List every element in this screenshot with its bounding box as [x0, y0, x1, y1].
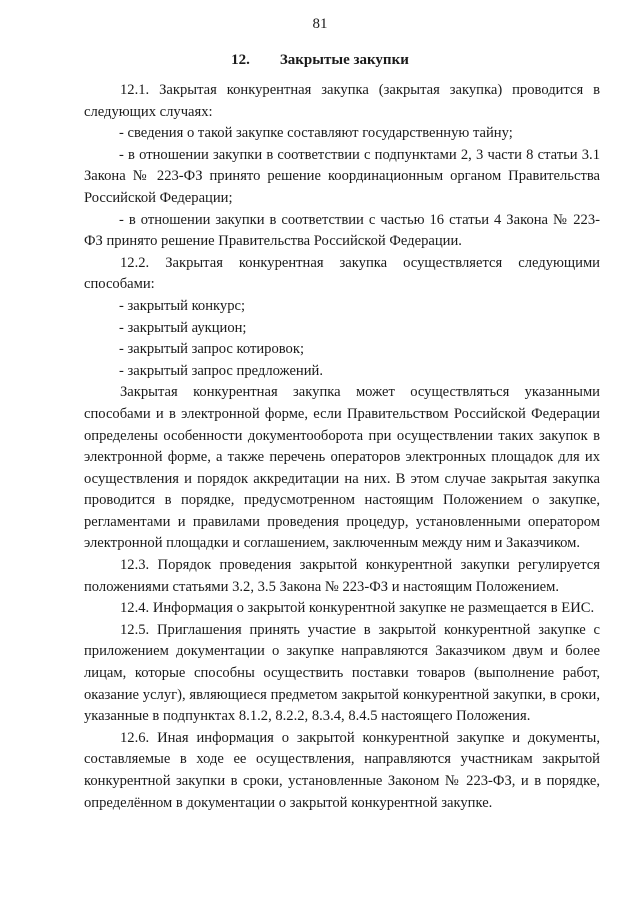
list-item-closed-proposal-request: - закрытый запрос предложений.: [119, 362, 324, 379]
page-number: 81: [312, 16, 328, 32]
section-number: 12.: [231, 52, 250, 68]
list-item-closed-tender: - закрытый конкурс;: [119, 297, 246, 314]
paragraph-12-4: 12.4. Информация о закрытой конкурентной закупке не размещается в ЕИС.: [120, 600, 595, 617]
section-heading: [0, 52, 640, 69]
paragraph-12-5: 12.5. Приглашения принять участие в закрытой конкурентной закупке с приложением документации о закупке направляются Заказчиком двум и более лицам, которые способны осуществить поставки товаров (выполнение работ, оказание услуг), являющиеся предметом закрытой конкурентной закупки, в сроки, указанные в подпунктах 8.1.2, 8.2.2, 8.3.4, 8.4.5 настоящего Положения.: [84, 621, 600, 725]
paragraph-electronic-form: Закрытая конкурентная закупка может осуществляться указанными способами и в электронной форме, если Правительством Российской Федерации определены особенности документооборота при осуществлении таких закупок в электронной форме, а также перечень операторов электронных площадок для их осуществления и порядок аккредитации на них. В этом случае закрытая закупка проводится в порядке, предусмотренном настоящим Положением о закупке, регламентами и правилами проведения процедур, установленными оператором электронной площадки и соглашением, заключенным между ним и Заказчиком.: [84, 384, 600, 552]
paragraph-12-3: 12.3. Порядок проведения закрытой конкурентной закупки регулируется положениями статьями 3.2, 3.5 Закона № 223-ФЗ и настоящим Положением.: [84, 557, 600, 595]
section-title: Закрытые закупки: [279, 52, 409, 68]
list-item-closed-quotation-request: - закрытый запрос котировок;: [119, 341, 304, 358]
paragraph-12-1: 12.1. Закрытая конкурентная закупка (закрытая закупка) проводится в следующих случаях:: [84, 82, 600, 120]
body-text: [84, 80, 600, 814]
list-item-government-decision: - в отношении закупки в соответствии с частью 16 статьи 4 Закона № 223-ФЗ принято решение Правительства Российской Федерации.: [84, 211, 600, 250]
paragraph-12-2: 12.2. Закрытая конкурентная закупка осуществляется следующими способами:: [84, 254, 600, 293]
list-item-coordination-body: - в отношении закупки в соответствии с подпунктами 2, 3 части 8 статьи 3.1 Закона № 223-ФЗ принято решение координационным органом Правительства Российской Федерации;: [84, 146, 600, 206]
paragraph-12-6: 12.6. Иная информация о закрытой конкурентной закупке и документы, составляемые в ходе ее осуществления, направляются участникам закрытой конкурентной закупки в сроки, установленные Законом № 223-ФЗ, и в порядке, определённом в документации о закрытой конкурентной закупке.: [84, 729, 600, 811]
list-item-state-secret: - сведения о такой закупке составляют государственную тайну;: [119, 125, 513, 142]
list-item-closed-auction: - закрытый аукцион;: [119, 319, 247, 336]
